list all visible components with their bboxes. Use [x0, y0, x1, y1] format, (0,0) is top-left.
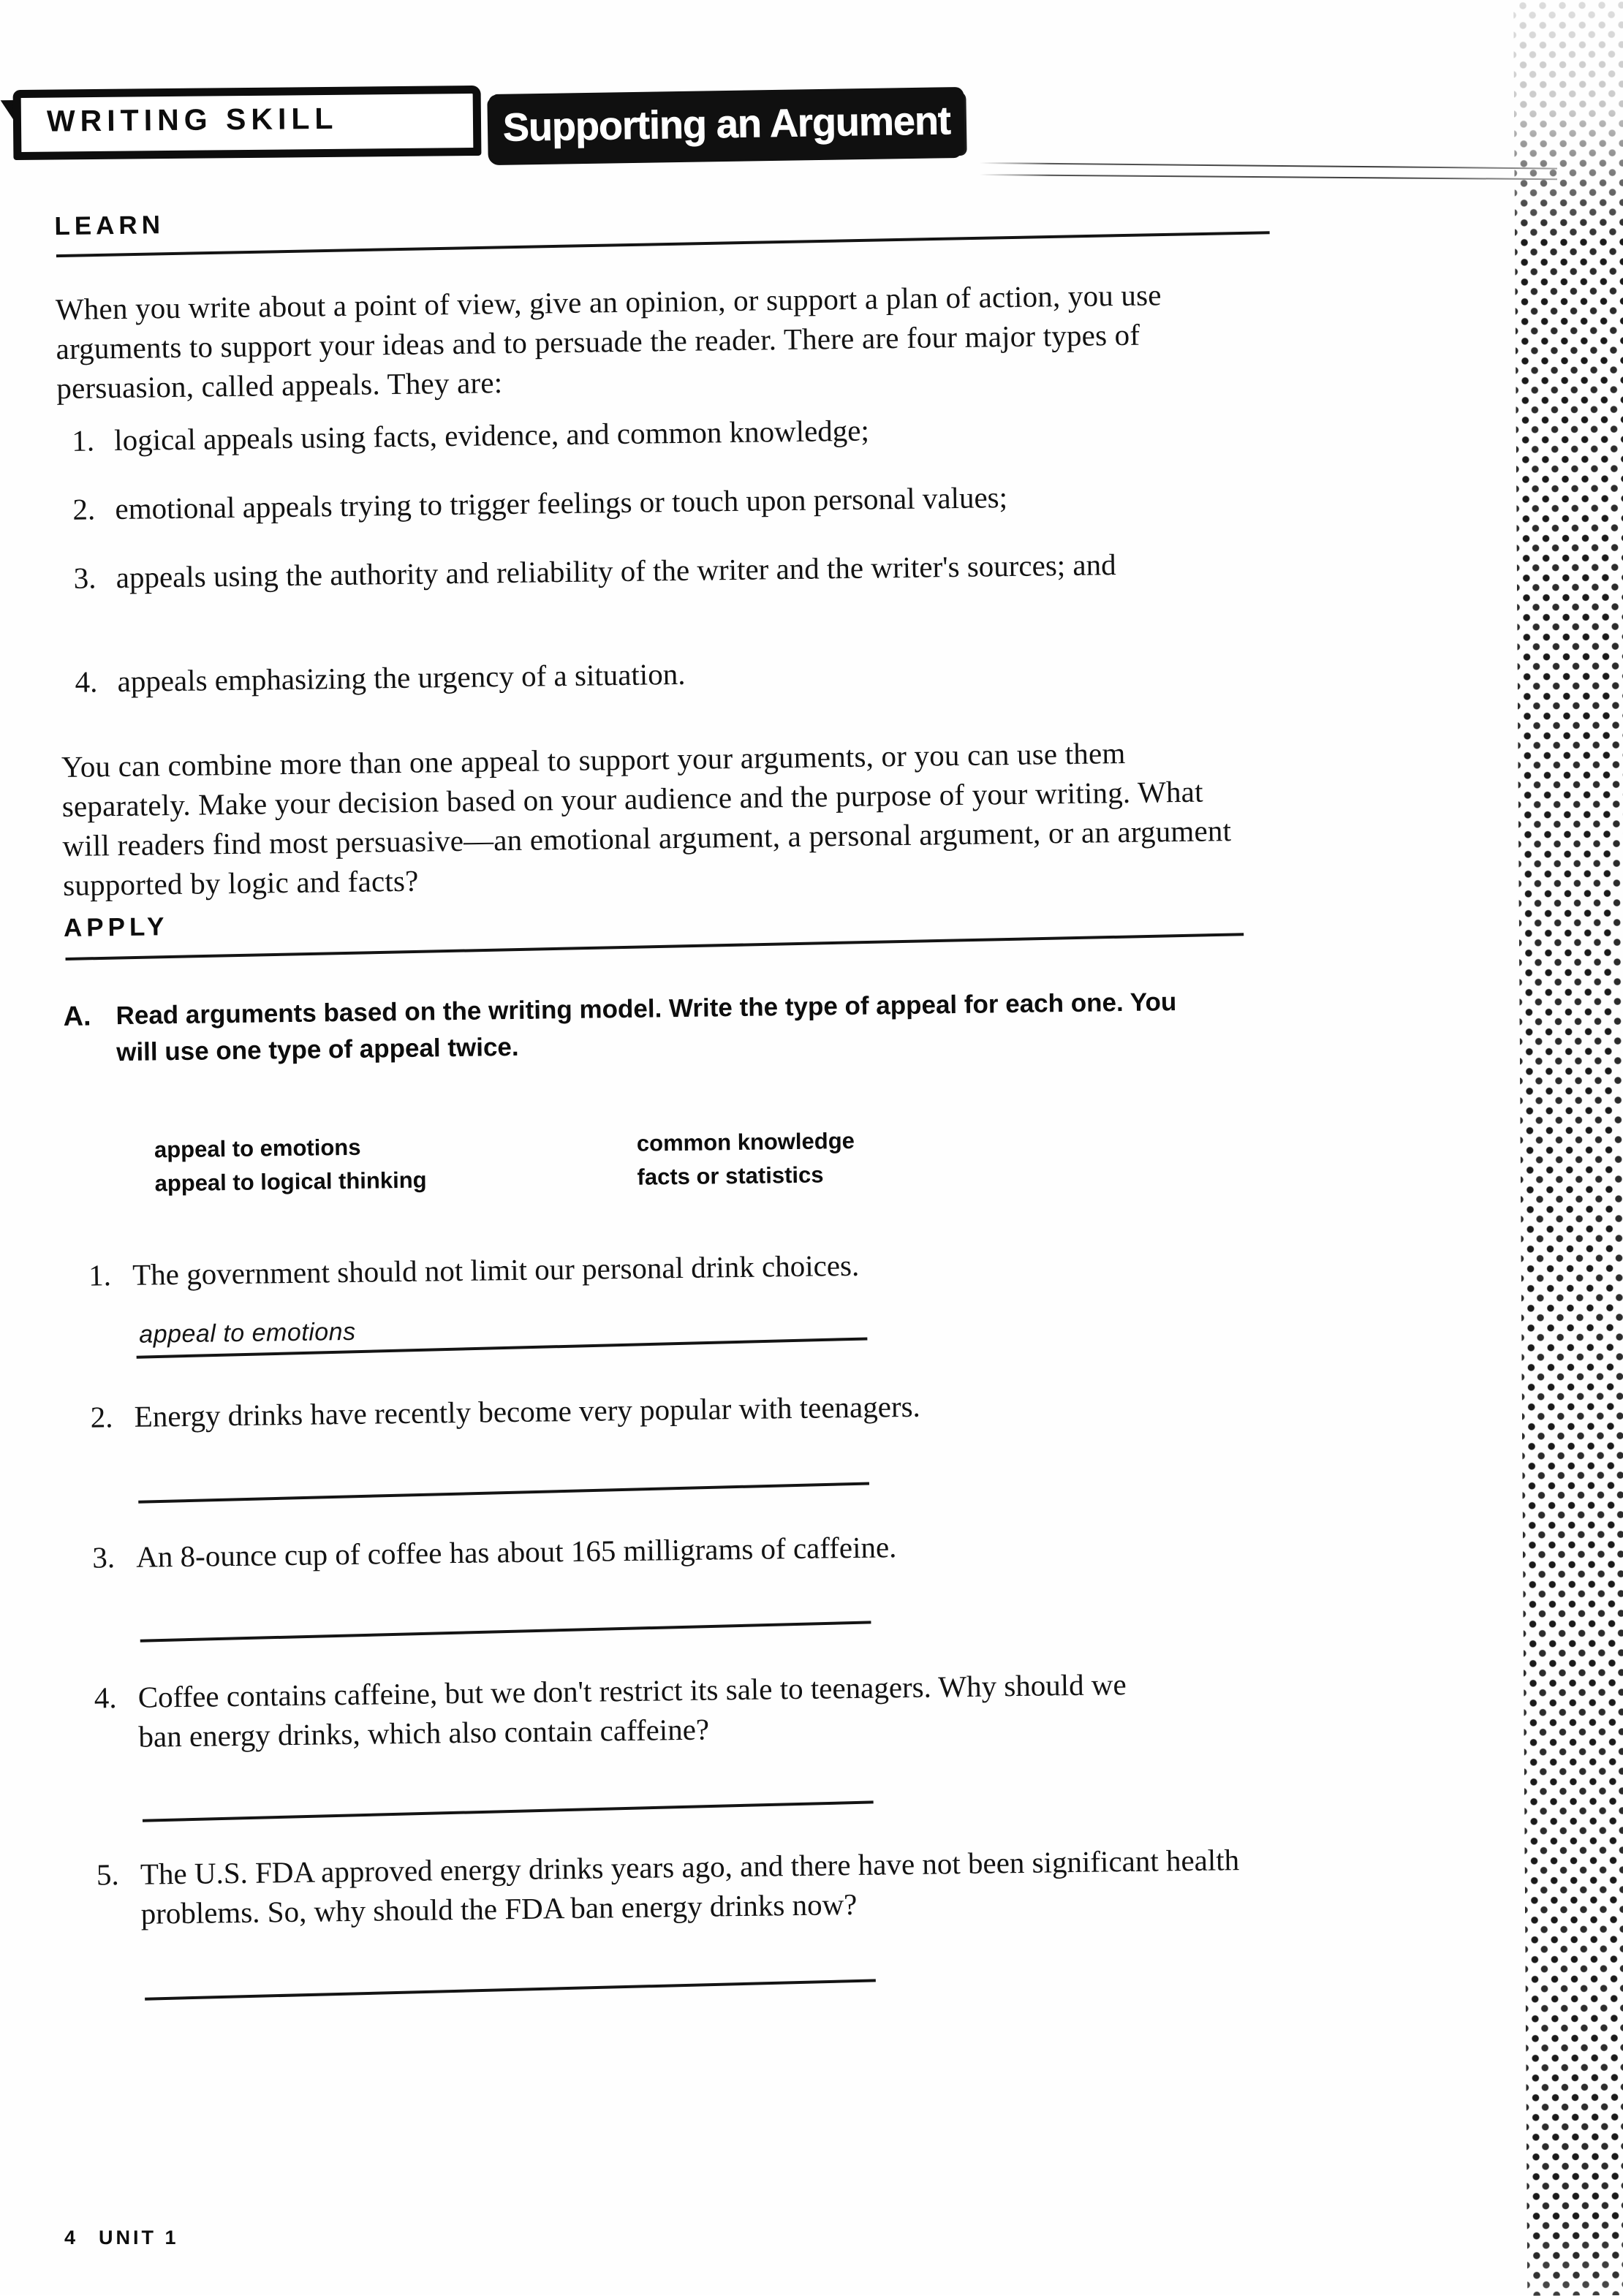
- appeal-list-item-4: [75, 647, 1216, 701]
- learn-section-heading: LEARN: [54, 211, 165, 241]
- exercise-item-1-answer-value[interactable]: appeal to emotions: [139, 1317, 356, 1349]
- footer-page-number: 4: [64, 2227, 79, 2248]
- word-bank-option-appeal-to-logical-thinking[interactable]: appeal to logical thinking: [154, 1167, 427, 1197]
- footer-unit-label: UNIT 1: [99, 2227, 179, 2248]
- exercise-item-3-number: 3.: [91, 1540, 116, 1575]
- exercise-item-4-question: Coffee contains caffeine, but we don't restrict its sale to teenagers. Why should we ban energy drinks, which also contain caffeine?: [137, 1667, 1127, 1754]
- exercise-item-5-answer-line[interactable]: [145, 1979, 876, 2000]
- learn-outro-paragraph: You can combine more than one appeal to support your arguments, or you can use them separately. Make your decision based on your audience and the purpose of your writing. What will readers find most persuasive—an emotional argument, a personal argument, or an argument supported by logic and facts?: [61, 735, 1232, 903]
- appeal-list-item-3-text: appeals using the authority and reliability of the writer and the writer's sources; and: [116, 548, 1116, 595]
- exercise-item-2: [90, 1382, 1231, 1436]
- word-bank-option-common-knowledge[interactable]: common knowledge: [636, 1127, 855, 1156]
- word-bank-column-1: [154, 1130, 427, 1201]
- exercise-item-4: [94, 1664, 1176, 1757]
- exercise-item-5-number: 5.: [96, 1857, 119, 1892]
- word-bank-option-appeal-to-emotions[interactable]: appeal to emotions: [154, 1134, 361, 1163]
- exercise-item-2-answer-line[interactable]: [138, 1482, 869, 1503]
- appeal-list-item-4-text: appeals emphasizing the urgency of a situation.: [117, 656, 686, 699]
- exercise-item-3: [92, 1523, 1233, 1577]
- exercise-item-5: [97, 1840, 1252, 1934]
- exercise-a-letter: A.: [63, 1001, 91, 1033]
- exercise-item-5-question: The U.S. FDA approved energy drinks years ago, and there have not been significant health problems. So, why should the FDA ban energy drinks now?: [140, 1843, 1240, 1931]
- word-bank-option-facts-or-statistics[interactable]: facts or statistics: [637, 1162, 824, 1190]
- appeal-list-item-1-text: logical appeals using facts, evidence, and common knowledge;: [113, 413, 870, 458]
- apply-heading-rule: [65, 933, 1244, 961]
- exercise-item-1: [88, 1240, 1230, 1295]
- word-bank-column-2: [637, 1124, 855, 1194]
- exercise-a-instruction: [63, 983, 1248, 1072]
- appeal-list-item-2: [72, 474, 1214, 528]
- writing-skill-label: WRITING SKILL: [46, 101, 338, 138]
- learn-heading-rule: [56, 231, 1270, 257]
- appeal-list-item-2-number: 2.: [72, 492, 96, 526]
- learn-intro-paragraph: When you write about a point of view, give an opinion, or support a plan of action, you use arguments to support your ideas and to persuade the reader. There are four major types of persuasion, called appeals. They are:: [55, 278, 1162, 406]
- exercise-item-1-number: 1.: [88, 1258, 112, 1292]
- appeal-list-item-3: [73, 545, 1134, 598]
- word-bank: [154, 1121, 1091, 1214]
- exercise-item-1-question: The government should not limit our personal drink choices.: [132, 1248, 860, 1292]
- exercise-item-3-answer-line[interactable]: [140, 1621, 871, 1642]
- apply-section-heading: APPLY: [63, 912, 169, 943]
- skill-title-text: Supporting an Argument: [502, 99, 951, 150]
- exercise-item-3-question: An 8-ounce cup of coffee has about 165 milligrams of caffeine.: [135, 1530, 897, 1574]
- appeal-list-item-4-number: 4.: [75, 664, 98, 699]
- appeal-list-item-1: [72, 406, 1213, 460]
- exercise-item-2-question: Energy drinks have recently become very popular with teenagers.: [134, 1389, 921, 1433]
- exercise-item-4-number: 4.: [94, 1681, 117, 1715]
- appeal-list-item-3-number: 3.: [73, 561, 97, 595]
- appeal-list-item-1-number: 1.: [71, 423, 95, 458]
- page-footer: [64, 2227, 179, 2249]
- appeal-list-item-2-text: emotional appeals trying to trigger feelings or touch upon personal values;: [115, 480, 1008, 526]
- exercise-item-2-number: 2.: [90, 1400, 113, 1434]
- exercise-a-instruction-text: Read arguments based on the writing model. Write the type of appeal for each one. You will use one type of appeal twice.: [116, 988, 1177, 1067]
- exercise-item-4-answer-line[interactable]: [143, 1800, 874, 1822]
